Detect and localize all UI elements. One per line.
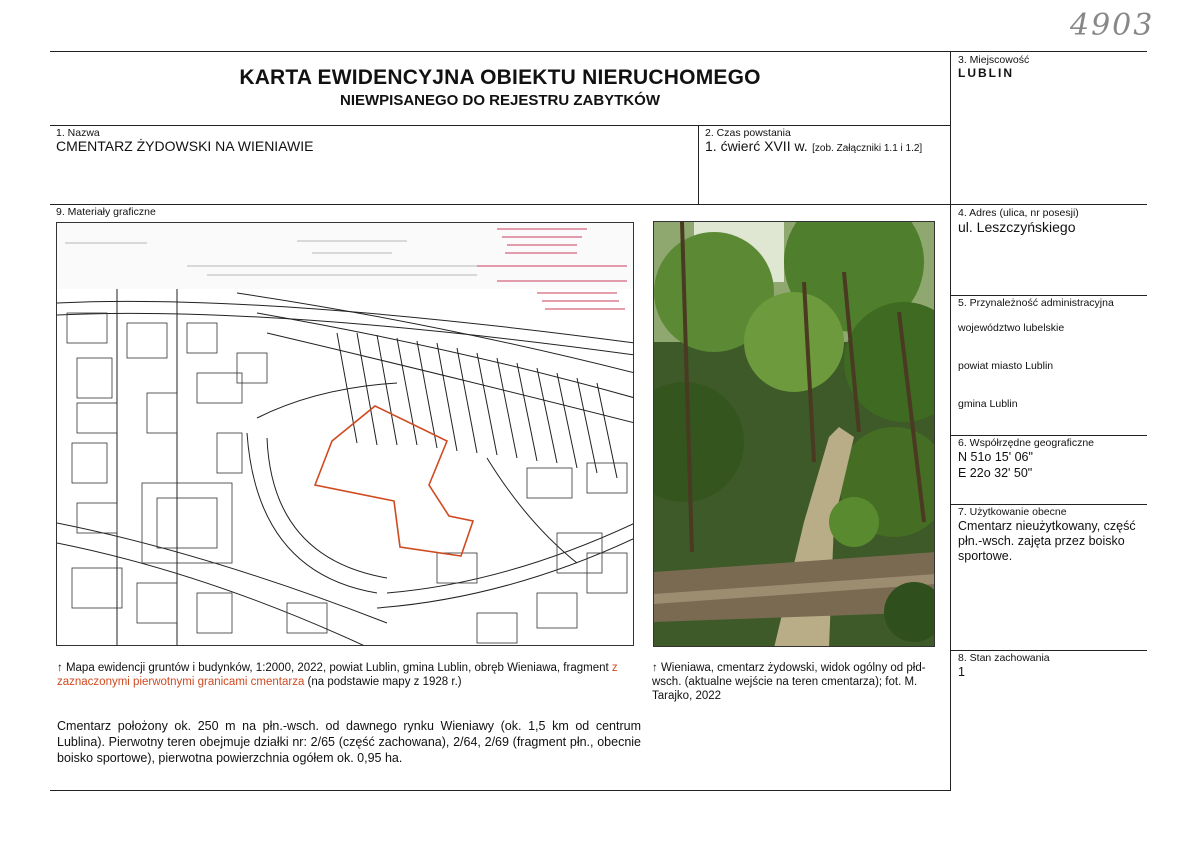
condition-label: 8. Stan zachowania: [958, 652, 1050, 664]
name-value: CMENTARZ ŻYDOWSKI NA WIENIAWIE: [56, 138, 314, 154]
admin-divider: [950, 435, 1147, 436]
coords-label: 6. Współrzędne geograficzne: [958, 437, 1094, 449]
locality-value: LUBLIN: [958, 66, 1014, 80]
usage-divider: [950, 650, 1147, 651]
date-label: 2. Czas powstania: [705, 127, 791, 139]
usage-value: Cmentarz nieużytkowany, część płn.-wsch. zajęta przez boisko sportowe.: [958, 519, 1136, 563]
cadastral-map-drawing: [57, 223, 634, 646]
map-caption-highlight: z zaznaczonymi pierwotnymi granicami cmentarza: [57, 662, 618, 688]
name-row-divider: [50, 204, 1147, 205]
cadastral-map: [56, 222, 634, 646]
map-caption-text: ↑ Mapa ewidencji gruntów i budynków, 1:2000, 2022, powiat Lublin, gmina Lublin, obręb Wieniawa, fragment: [57, 662, 612, 674]
admin-commune: gmina Lublin: [958, 398, 1018, 410]
date-row: [705, 138, 922, 156]
frame-bottom-line: [50, 790, 950, 791]
usage-label: 7. Użytkowanie obecne: [958, 506, 1067, 518]
coords-east: E 22o 32' 50": [958, 466, 1033, 480]
coords-divider: [950, 504, 1147, 505]
admin-county: powiat miasto Lublin: [958, 360, 1054, 372]
card-title: KARTA EWIDENCYJNA OBIEKTU NIERUCHOMEGO: [239, 66, 761, 89]
condition-value: 1: [958, 665, 965, 679]
photo-caption: ↑ Wieniawa, cmentarz żydowski, widok ogólny od płd-wsch. (aktualne wejście na teren cmentarza); fot. M. Tarajko, 2022: [652, 662, 926, 702]
cemetery-photo-drawing: [654, 222, 935, 647]
date-value: 1. ćwierć XVII w.: [705, 138, 808, 154]
right-column-divider: [950, 51, 951, 791]
address-value: ul. Leszczyńskiego: [958, 219, 1076, 235]
map-caption: [57, 661, 647, 689]
card-subtitle: NIEWPISANEGO DO REJESTRU ZABYTKÓW: [339, 92, 661, 109]
graphics-label: 9. Materiały graficzne: [56, 206, 156, 218]
name-label: 1. Nazwa: [56, 127, 100, 139]
date-note: [zob. Załączniki 1.1 i 1.2]: [812, 143, 923, 154]
frame-top-line: [50, 51, 1147, 52]
admin-voivodeship: województwo lubelskie: [958, 322, 1065, 334]
cemetery-photo: [653, 221, 935, 647]
address-label: 4. Adres (ulica, nr posesji): [958, 207, 1079, 219]
address-divider: [950, 295, 1147, 296]
description: Cmentarz położony ok. 250 m na płn.-wsch. od dawnego rynku Wieniawy (ok. 1,5 km od centrum Lublina). Pierwotny teren obejmuje działki nr: 2/65 (część zachowana), 2/64, 2/69 (fragment płn., obecnie boisko sportowe), pierwotna powierzchnia ogółem ok. 0,95 ha.: [57, 719, 641, 765]
locality-label: 3. Miejscowość: [958, 54, 1030, 66]
map-caption-source: (na podstawie mapy z 1928 r.): [304, 676, 462, 688]
handwritten-number: 4903: [1070, 8, 1155, 43]
coords-north: N 51o 15' 06": [958, 450, 1033, 464]
header-divider: [50, 125, 950, 126]
name-date-divider: [698, 125, 699, 204]
admin-label: 5. Przynależność administracyjna: [958, 297, 1114, 309]
